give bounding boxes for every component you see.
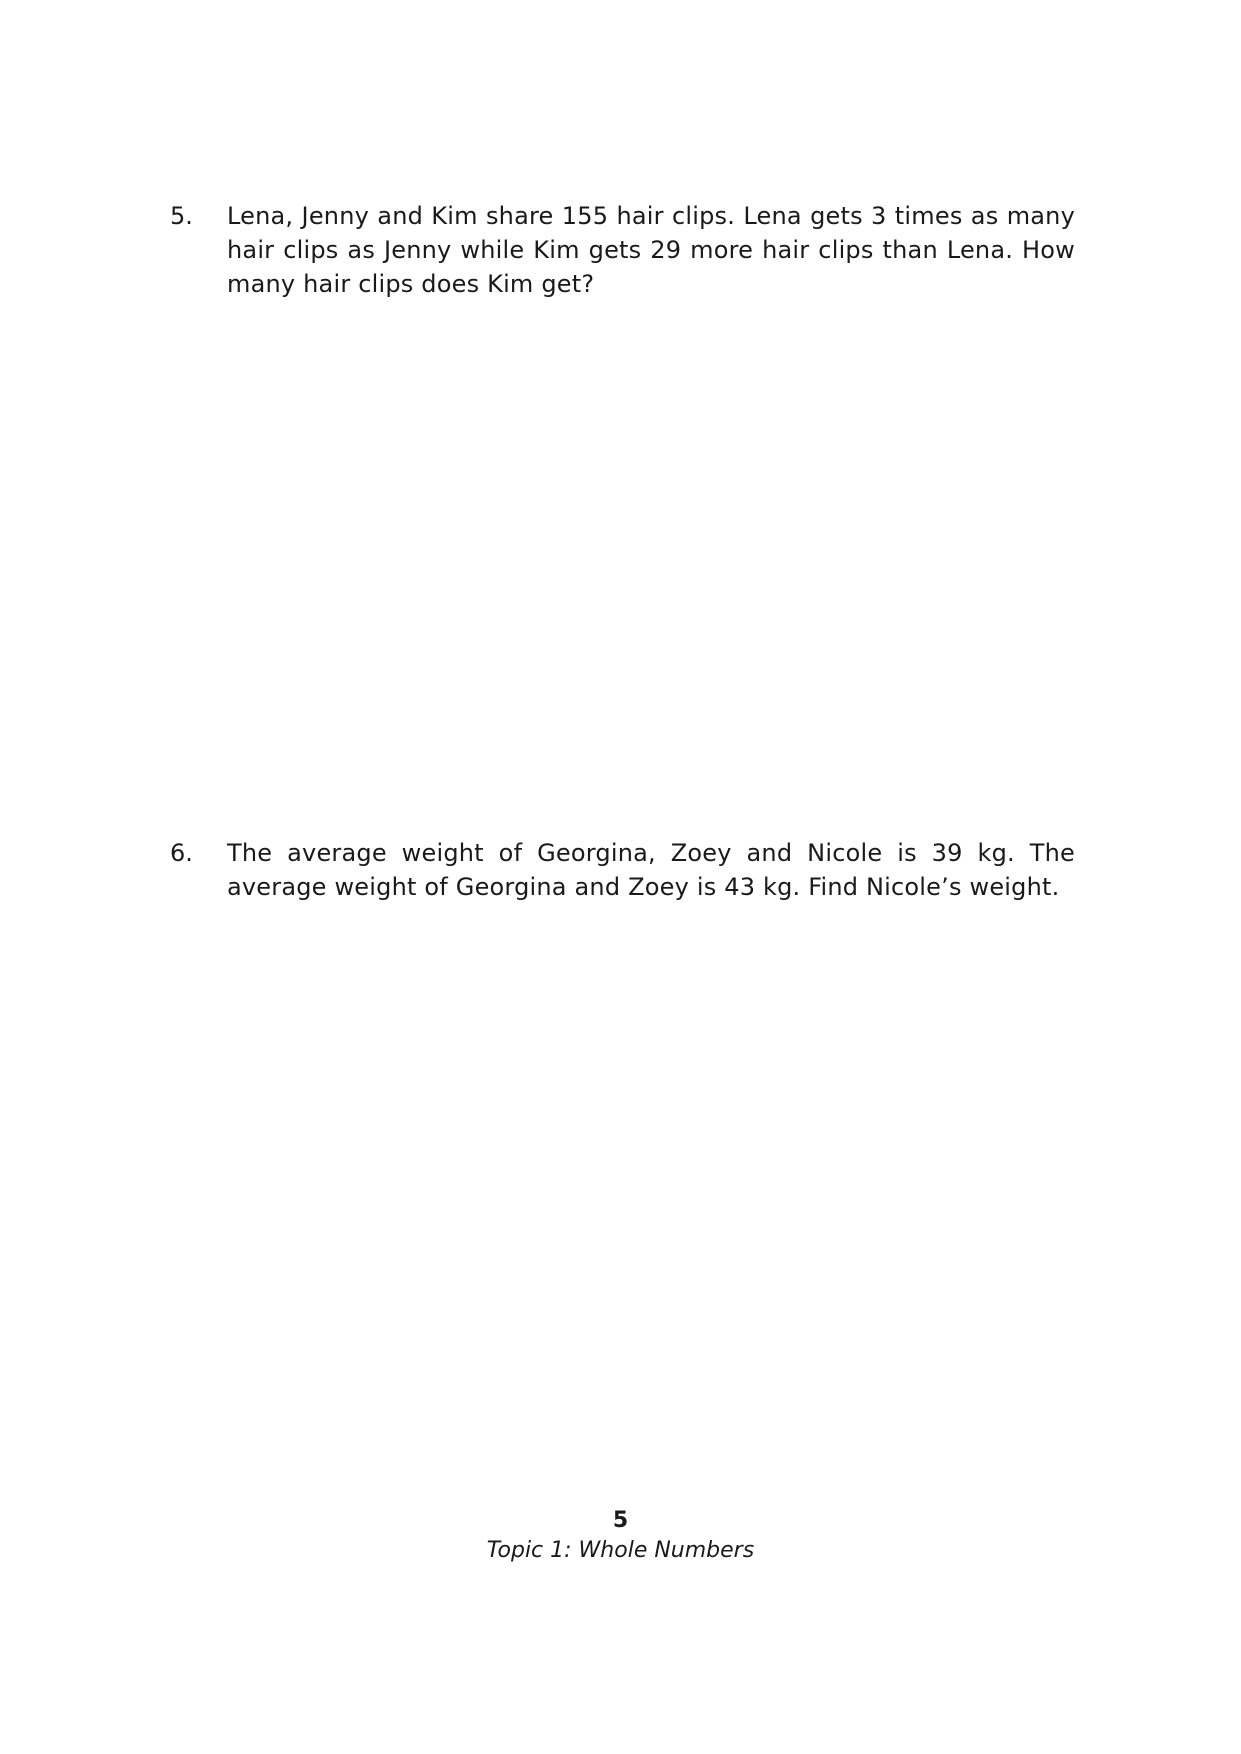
question-6 <box>170 836 1075 904</box>
question-text: The average weight of Georgina, Zoey and Nicole is 39 kg. The average weight of Georgina and Zoey is 43 kg. Find Nicole’s weight. <box>227 839 1075 901</box>
page-number: 5 <box>612 1508 629 1533</box>
question-text: Lena, Jenny and Kim share 155 hair clips. Lena gets 3 times as many hair clips as Jenny while Kim gets 29 more hair clips than Lena. How many hair clips does Kim get? <box>227 202 1075 298</box>
question-number: 6. <box>170 839 193 867</box>
topic-label: Topic 1: Whole Numbers <box>486 1538 755 1563</box>
question-number: 5. <box>170 202 193 230</box>
question-5 <box>170 199 1075 301</box>
